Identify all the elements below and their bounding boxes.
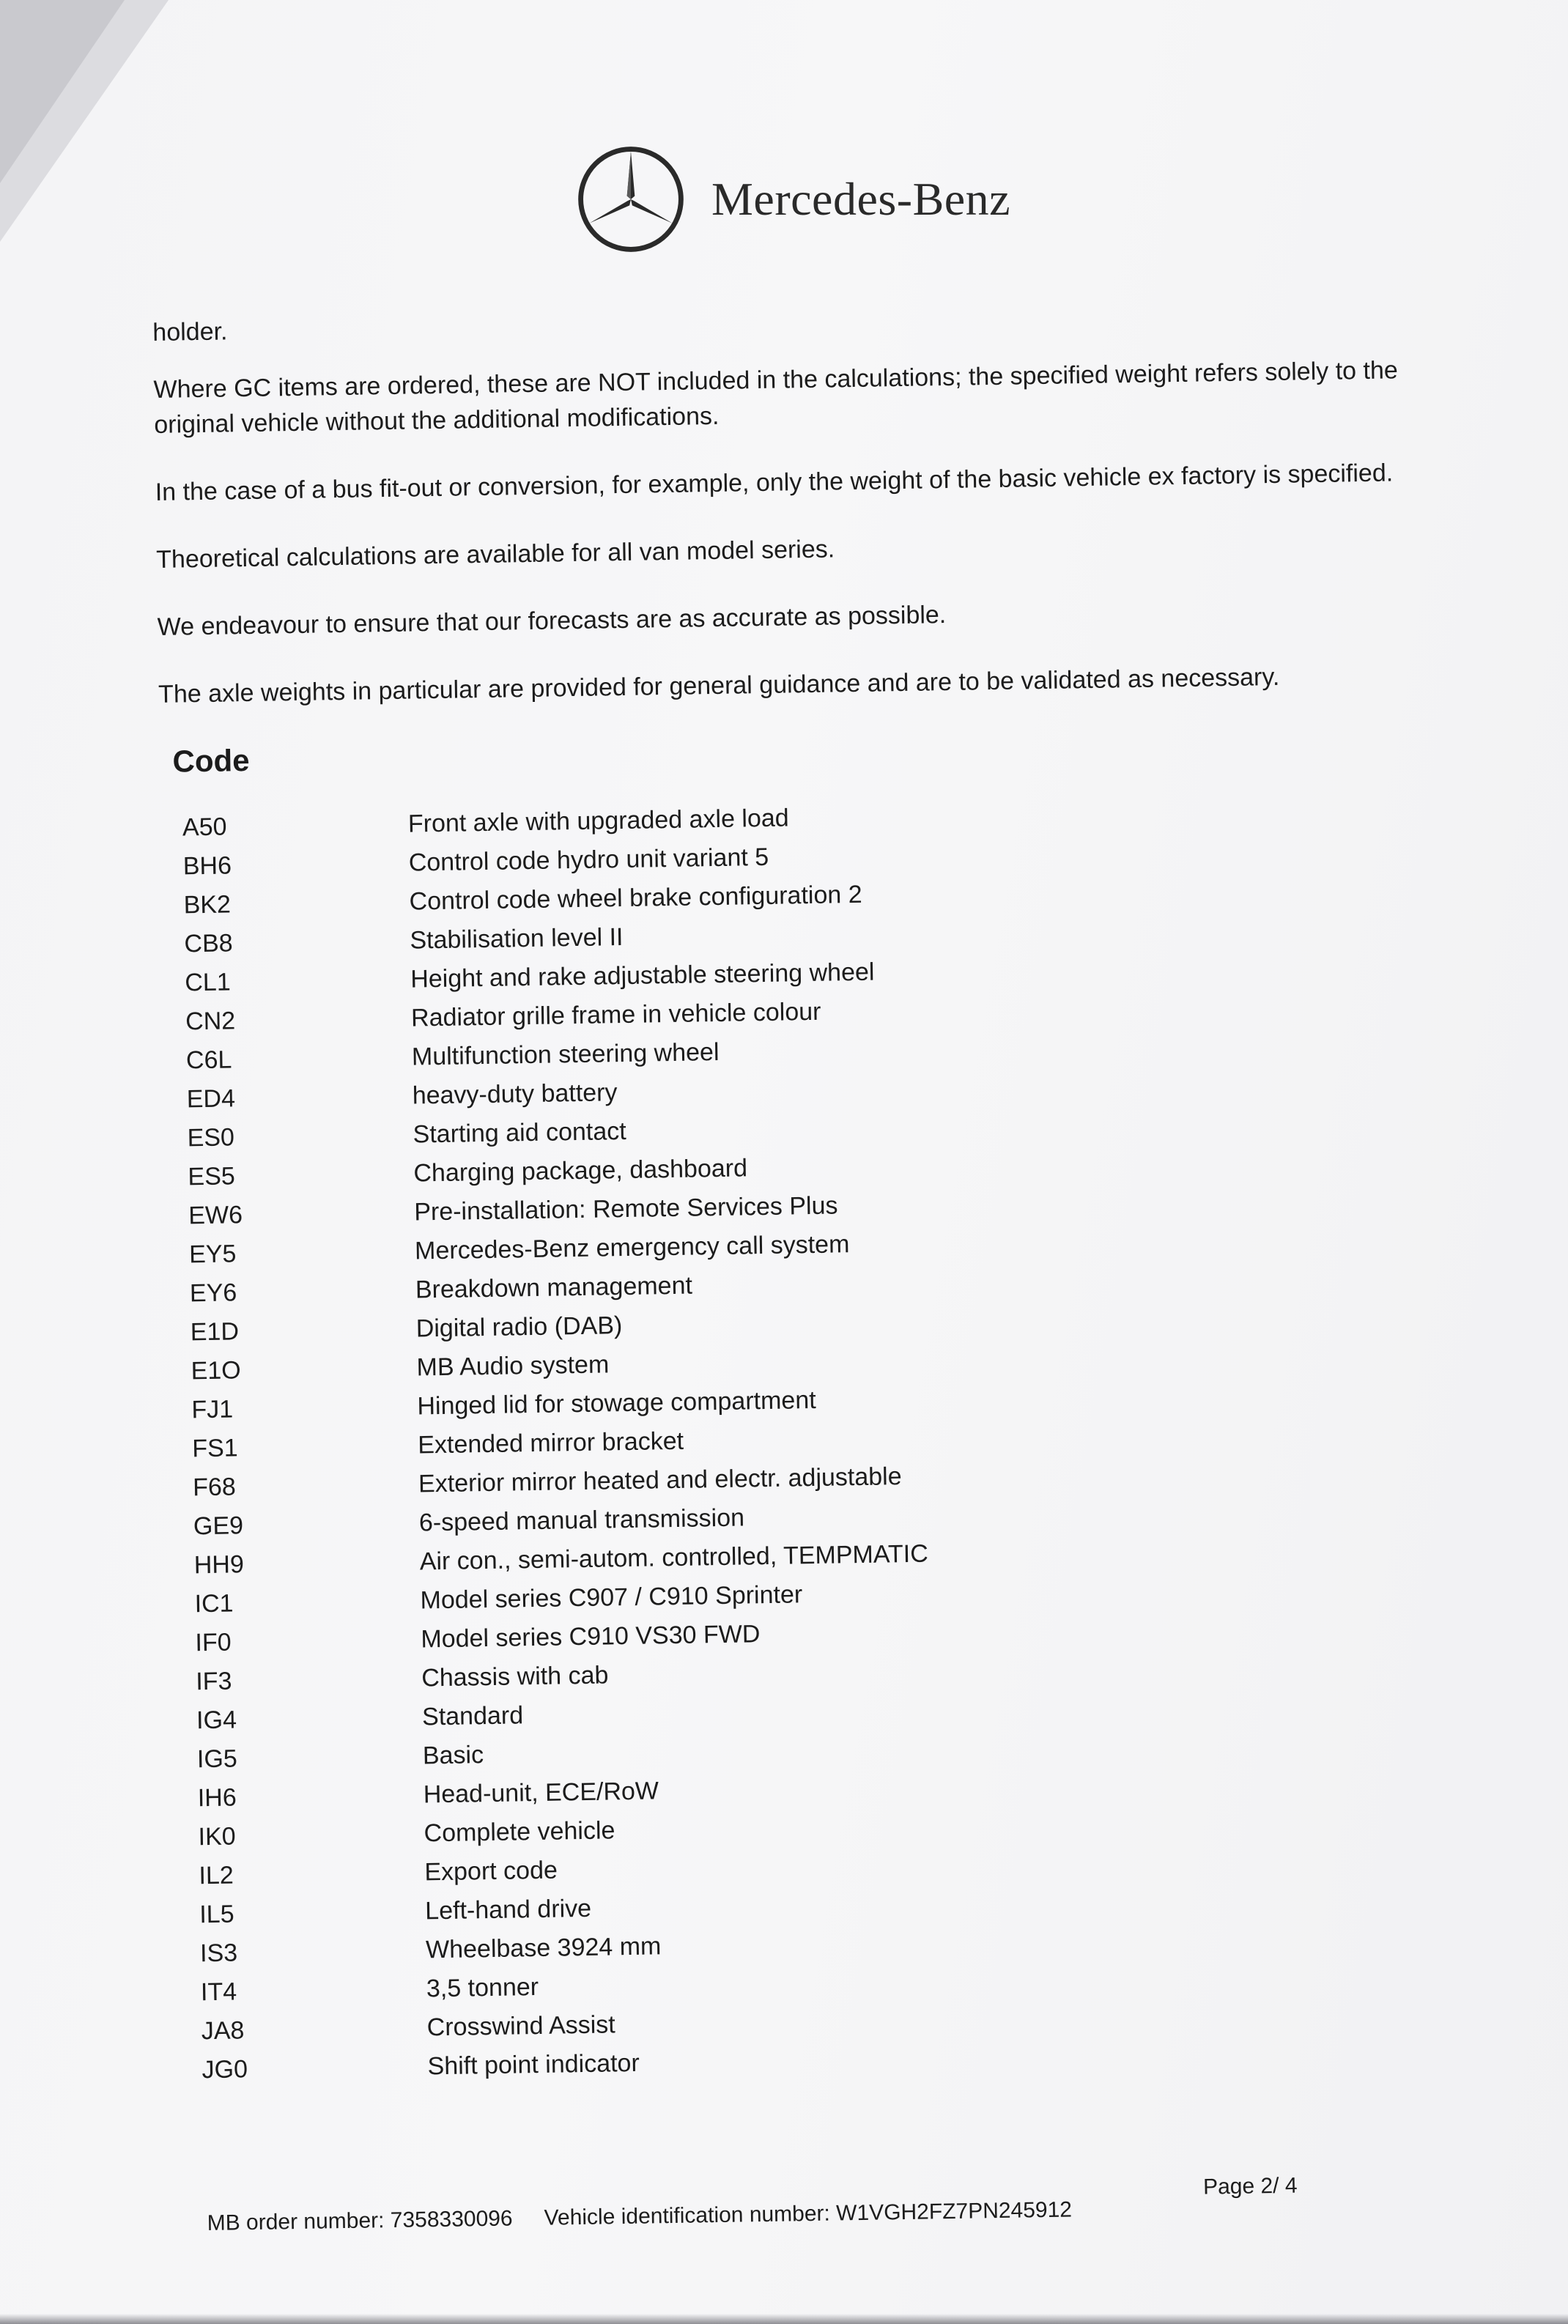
code-value: ES5 <box>188 1162 236 1191</box>
paragraph-forecasts: We endeavour to ensure that our forecasts are as accurate as possible. <box>157 601 947 641</box>
code-value: IS3 <box>199 1939 238 1968</box>
paragraph-axle-weights: The axle weights in particular are provided for general guidance and are to be validated as necessary. <box>158 662 1280 708</box>
code-value: E1O <box>191 1356 241 1385</box>
code-description: Breakdown management <box>415 1271 693 1304</box>
code-value: HH9 <box>193 1550 245 1580</box>
code-value: IK0 <box>198 1822 236 1851</box>
code-description: Hinged lid for stowage compartment <box>417 1385 816 1421</box>
page-fold-shadow <box>0 0 125 183</box>
code-description: 6-speed manual transmission <box>418 1503 745 1537</box>
code-description: MB Audio system <box>416 1350 610 1382</box>
code-description: Mercedes-Benz emergency call system <box>414 1230 850 1265</box>
code-value: CB8 <box>184 929 233 958</box>
code-description: Extended mirror bracket <box>417 1426 684 1459</box>
document-body <box>152 295 1426 2090</box>
code-value: FS1 <box>192 1434 238 1463</box>
code-description: Chassis with cab <box>421 1661 609 1692</box>
code-value: EY5 <box>188 1240 237 1269</box>
code-value: ED4 <box>186 1084 236 1114</box>
code-value: BH6 <box>182 851 232 881</box>
paragraph-theoretical-calculations: Theoretical calculations are available for all van model series. <box>155 535 835 574</box>
paragraph-holder: holder. <box>152 317 228 347</box>
code-value: BK2 <box>183 890 232 919</box>
three-pointed-star-icon <box>575 144 687 255</box>
code-value: E1D <box>190 1317 240 1347</box>
code-description: Complete vehicle <box>424 1816 615 1848</box>
code-value: A50 <box>182 813 227 842</box>
code-description: Standard <box>421 1701 524 1731</box>
code-value: IL2 <box>199 1861 234 1890</box>
code-description: Wheelbase 3924 mm <box>425 1932 662 1964</box>
code-description: Height and rake adjustable steering wheel <box>410 958 875 993</box>
code-description: Stabilisation level II <box>410 923 624 955</box>
paragraph-bus-fit-out: In the case of a bus fit-out or conversion, for example, only the weight of the basic vehicle ex factory is specified. <box>155 459 1394 506</box>
code-description: Control code hydro unit variant 5 <box>408 843 769 877</box>
code-description: Multifunction steering wheel <box>411 1037 720 1071</box>
code-description: Crosswind Assist <box>426 2010 615 2042</box>
brand-logo <box>575 144 1010 255</box>
code-value: IL5 <box>199 1900 234 1929</box>
code-value: EY6 <box>189 1278 237 1308</box>
code-description: Basic <box>422 1741 484 1770</box>
code-value: ES0 <box>187 1123 235 1152</box>
code-value: JA8 <box>201 2016 245 2046</box>
code-description: Charging package, dashboard <box>413 1154 748 1188</box>
code-description: Air con., semi-autom. controlled, TEMPMATIC <box>419 1539 929 1576</box>
code-description: Head-unit, ECE/RoW <box>423 1777 659 1809</box>
code-value: C6L <box>185 1046 232 1075</box>
code-value: F68 <box>192 1473 237 1502</box>
code-description: Control code wheel brake configuration 2 <box>409 880 862 916</box>
page-number: Page 2/ 4 <box>1202 2173 1298 2199</box>
code-value: IC1 <box>194 1589 234 1618</box>
page-footer <box>207 2173 1336 2235</box>
code-value: IG5 <box>196 1744 238 1774</box>
page-bottom-edge <box>0 2314 1568 2324</box>
code-value: IF3 <box>196 1667 232 1696</box>
code-value: CN2 <box>185 1007 236 1036</box>
code-value: FJ1 <box>191 1395 234 1424</box>
code-description: Digital radio (DAB) <box>415 1311 623 1343</box>
code-description: Left-hand drive <box>424 1894 592 1925</box>
order-number: MB order number: 7358330096 <box>207 2206 513 2235</box>
code-description: Export code <box>424 1856 558 1887</box>
codes-heading: Code <box>172 742 250 779</box>
code-description: Model series C907 / C910 Sprinter <box>420 1580 803 1615</box>
code-description: Exterior mirror heated and electr. adjustable <box>418 1462 902 1498</box>
code-description: Starting aid contact <box>413 1117 626 1149</box>
code-description: Radiator grille frame in vehicle colour <box>410 997 821 1032</box>
code-description: Shift point indicator <box>427 2049 640 2081</box>
code-description: heavy-duty battery <box>412 1078 618 1110</box>
code-value: CL1 <box>185 968 231 997</box>
code-value: IF0 <box>195 1628 232 1657</box>
code-value: IT4 <box>200 1977 237 2007</box>
code-value: IG4 <box>196 1706 237 1735</box>
brand-name: Mercedes-Benz <box>711 173 1011 225</box>
code-description: Front axle with upgraded axle load <box>407 804 789 838</box>
code-value: EW6 <box>188 1201 243 1230</box>
code-description: Pre-installation: Remote Services Plus <box>413 1191 838 1226</box>
code-value: JG0 <box>201 2055 248 2084</box>
code-value: IH6 <box>197 1783 237 1813</box>
code-value: GE9 <box>193 1511 244 1541</box>
paragraph-gc-items: Where GC items are ordered, these are NOT included in the calculations; the specified weight refers solely to the original vehicle without the additional modifications. <box>153 356 1399 439</box>
vehicle-identification-number: Vehicle identification number: W1VGH2FZ7PN245912 <box>544 2197 1073 2230</box>
code-list <box>160 789 1426 2090</box>
code-description: 3,5 tonner <box>426 1973 539 2003</box>
code-description: Model series C910 VS30 FWD <box>421 1620 761 1654</box>
